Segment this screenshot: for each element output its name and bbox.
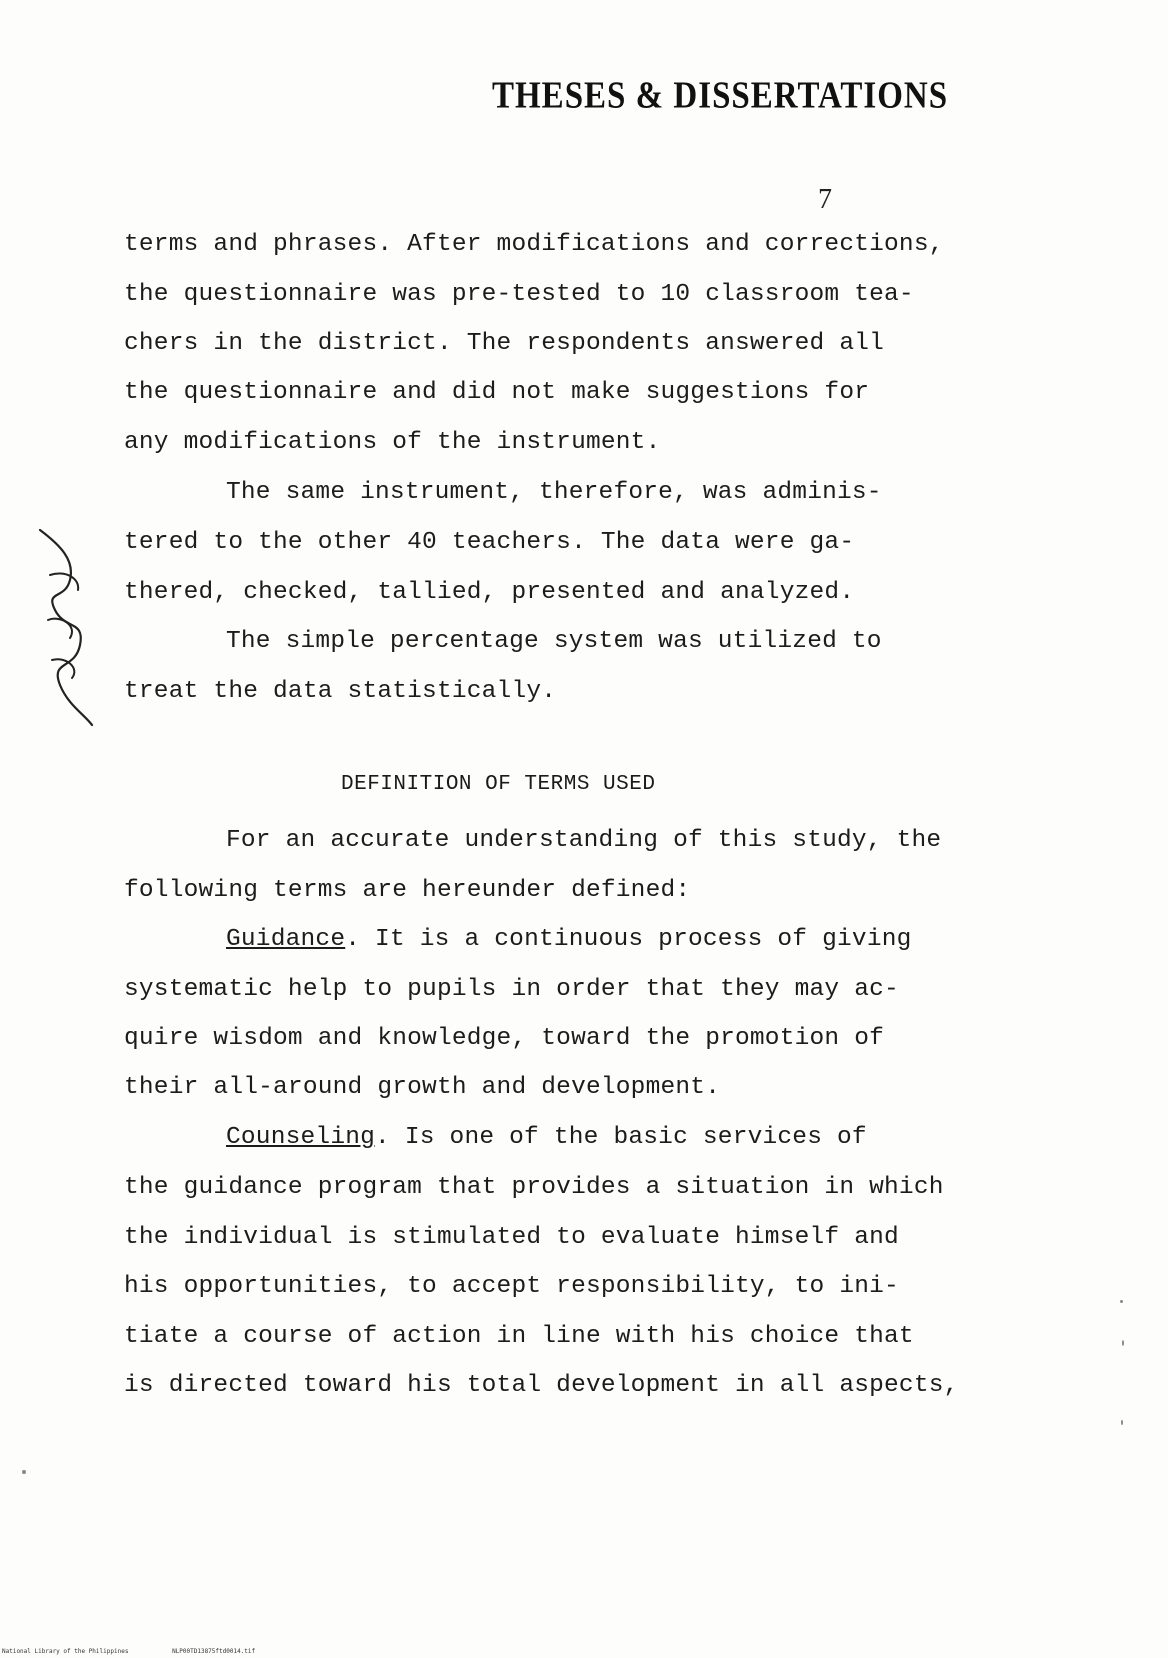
paragraph-1-line-1: terms and phrases. After modifications and corrections, [124,231,944,258]
paragraph-1-line-3: chers in the district. The respondents answered all [124,330,885,357]
theses-dissertations-stamp: THESES & DISSERTATIONS [492,75,949,117]
counseling-definition-line-4: his opportunities, to accept responsibility, to ini- [124,1273,899,1300]
paragraph-2-line-3: thered, checked, tallied, presented and analyzed. [124,579,855,606]
paragraph-1-line-4: the questionnaire and did not make suggestions for [124,379,870,406]
guidance-definition-line-2: systematic help to pupils in order that they may ac- [124,976,899,1003]
scan-footer [2,1648,295,1655]
margin-signature [30,520,100,730]
counseling-term: Counseling [226,1124,376,1151]
scan-speck [22,1470,26,1474]
paragraph-2-line-1: The same instrument, therefore, was adminis- [226,479,882,506]
counseling-first-line-text: . Is one of the basic services of [375,1124,867,1151]
counseling-definition-line-1 [226,1123,867,1153]
scan-speck [1121,1420,1123,1425]
guidance-definition-line-3: quire wisdom and knowledge, toward the promotion of [124,1025,885,1052]
paragraph-1-line-2: the questionnaire was pre-tested to 10 classroom tea- [124,281,914,308]
paragraph-4-line-2: following terms are hereunder defined: [124,877,691,904]
paragraph-3-line-1: The simple percentage system was utilized to [226,628,882,655]
paragraph-3-line-2: treat the data statistically. [124,678,557,705]
footer-library: National Library of the Philippines [2,1648,129,1655]
counseling-definition-line-2: the guidance program that provides a situation in which [124,1174,944,1201]
paragraph-4-line-1: For an accurate understanding of this study, the [226,827,942,854]
guidance-definition-line-4: their all-around growth and development. [124,1074,721,1101]
counseling-definition-line-5: tiate a course of action in line with his choice that [124,1323,914,1350]
footer-file: NLP00TD13875ftd0014.tif [172,1648,256,1655]
counseling-definition-line-3: the individual is stimulated to evaluate himself and [124,1224,899,1251]
guidance-definition-line-1 [226,925,912,955]
section-heading: DEFINITION OF TERMS USED [341,773,656,796]
counseling-definition-line-6: is directed toward his total development in all aspects, [124,1372,959,1399]
guidance-first-line-text: . It is a continuous process of giving [345,926,912,953]
page-number: 7 [818,184,832,215]
paragraph-1-line-5: any modifications of the instrument. [124,429,661,456]
paragraph-2-line-2: tered to the other 40 teachers. The data were ga- [124,529,855,556]
scan-speck [1122,1340,1124,1346]
guidance-term: Guidance [226,926,346,953]
scan-speck [1120,1300,1123,1303]
